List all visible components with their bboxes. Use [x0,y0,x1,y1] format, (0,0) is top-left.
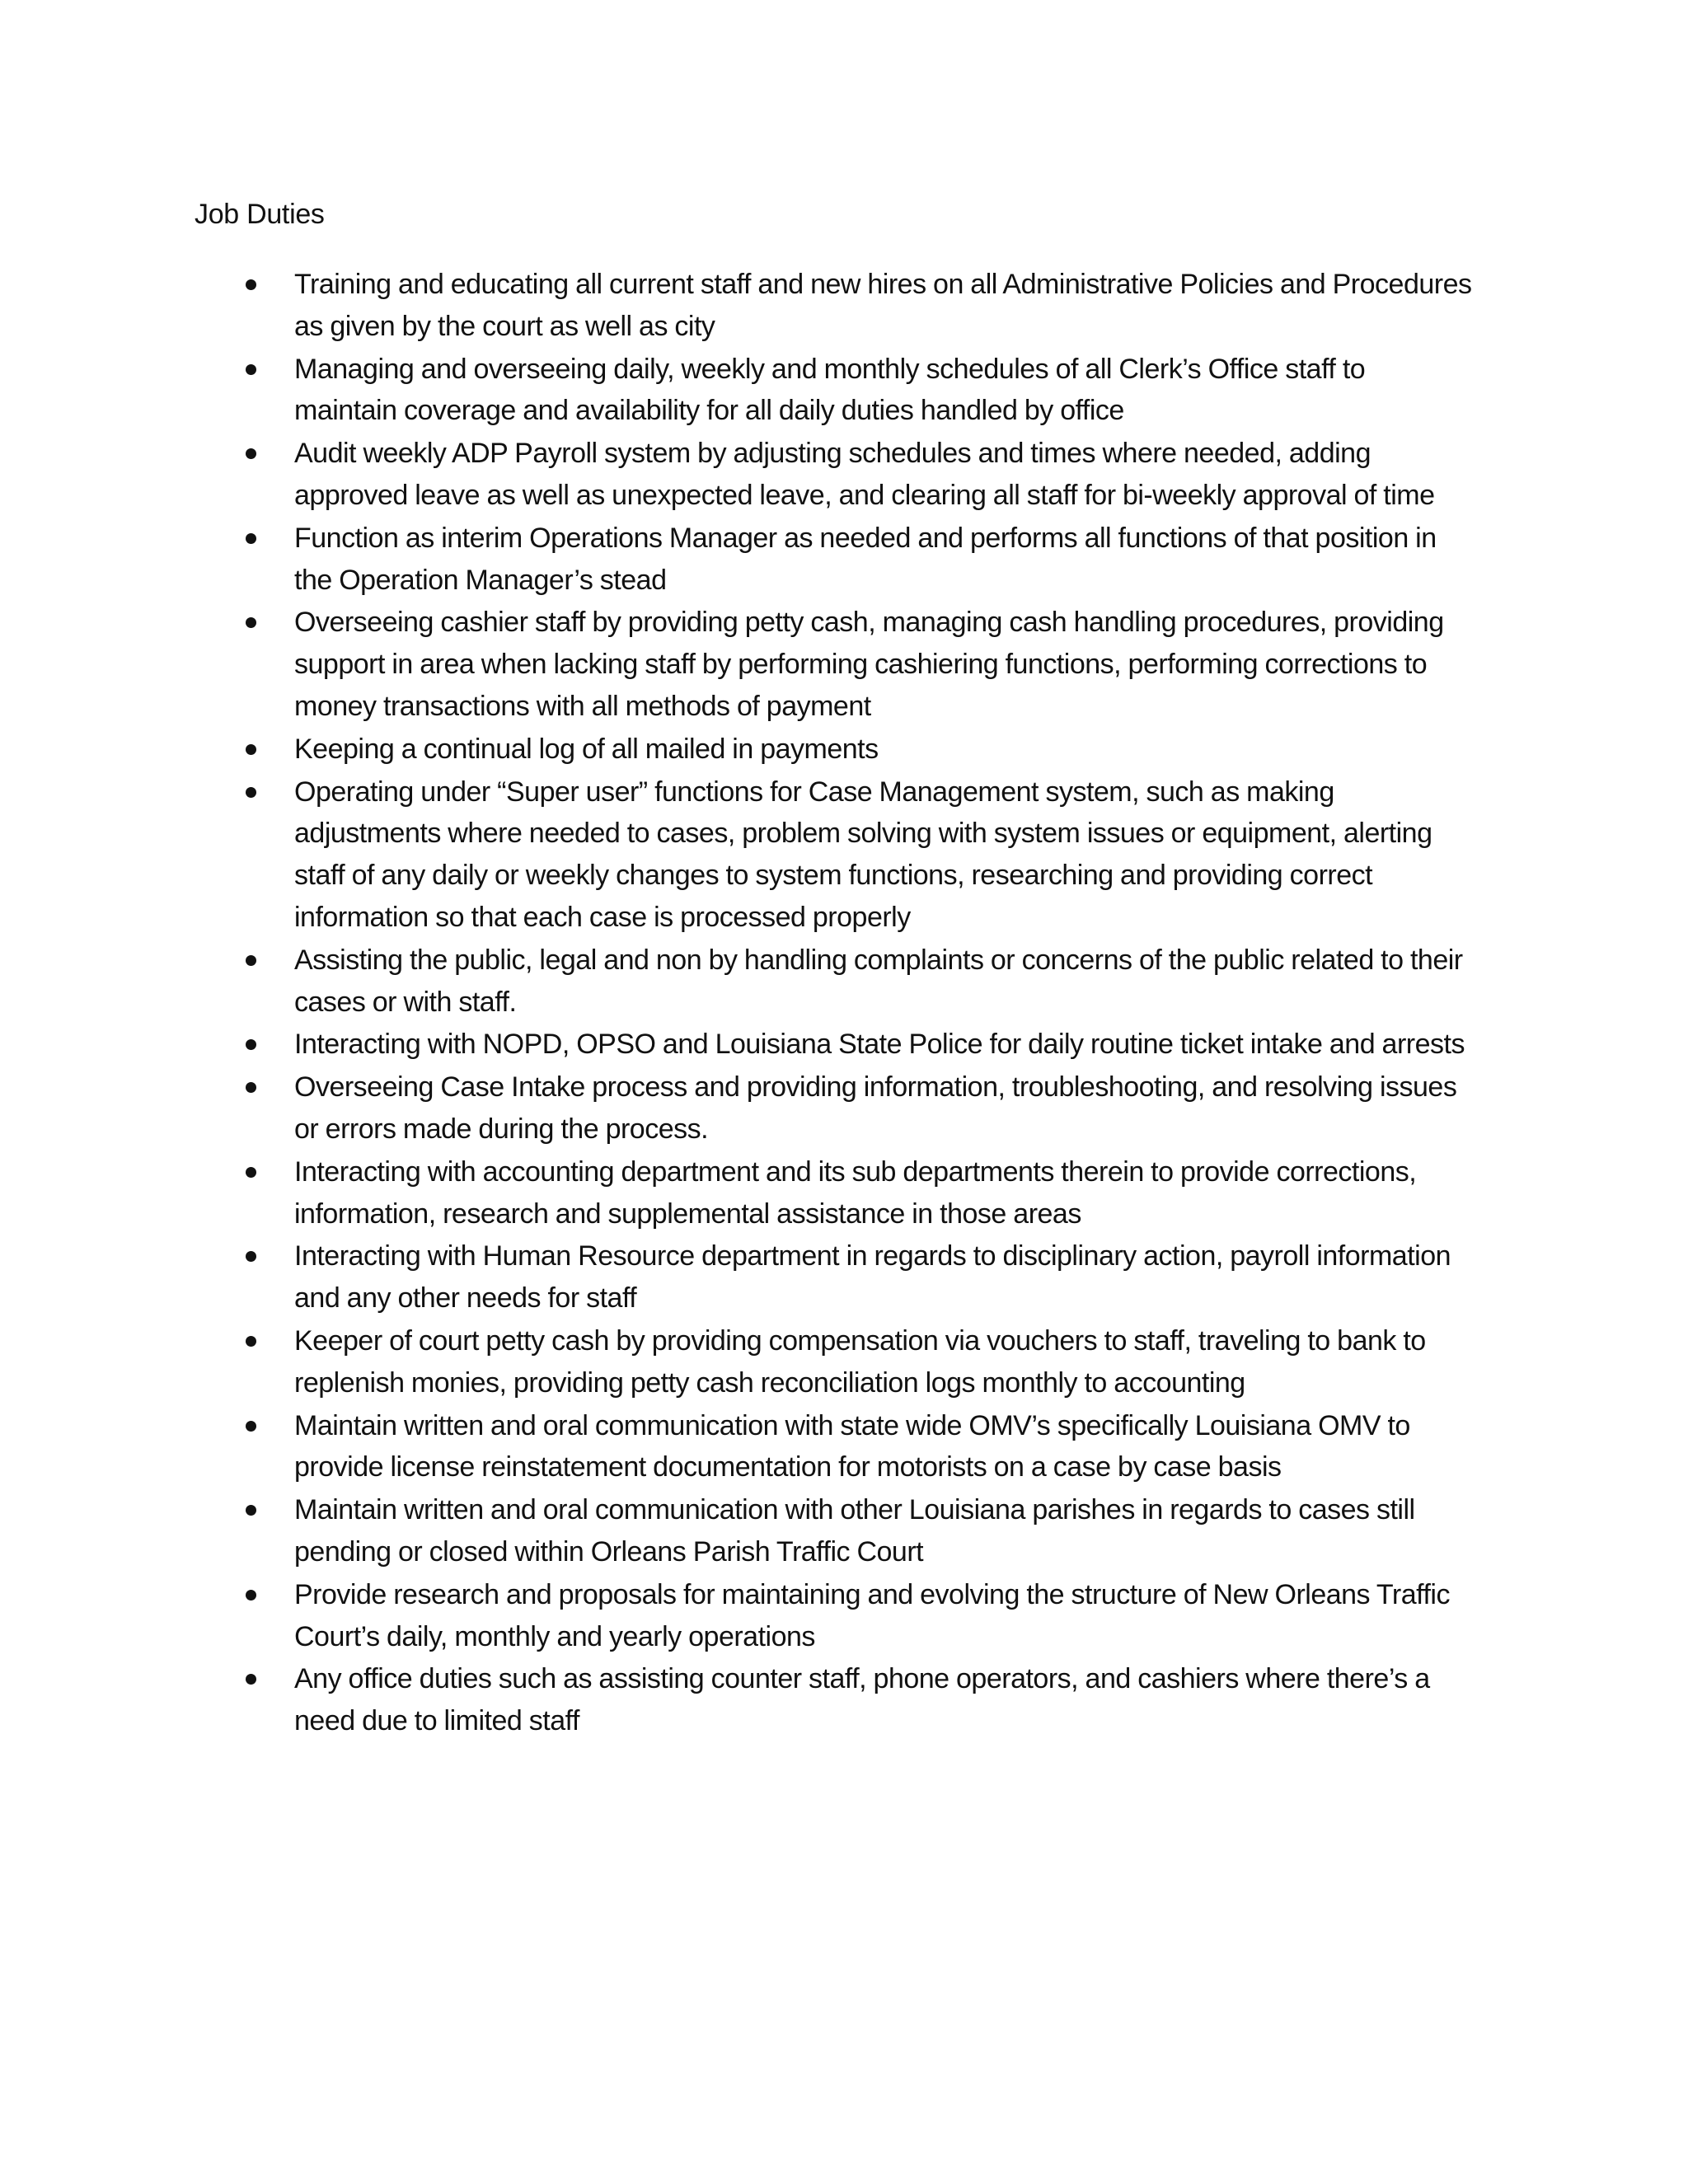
bullet-icon [246,1082,256,1093]
bullet-icon [246,364,256,375]
list-item [0,940,1688,1024]
list-item [0,1151,1688,1235]
bullet-icon [246,533,256,544]
list-item [0,1235,1688,1319]
duty-text: Overseeing Case Intake process and providing information, troubleshooting, and resolving issues or errors made during the process. [294,1071,1457,1145]
list-item [0,771,1688,939]
duty-text: Audit weekly ADP Payroll system by adjusting schedules and times where needed, adding approved leave as well as unexpected leave, and clearing all staff for bi-weekly approval of time [294,438,1435,511]
list-item [0,1658,1688,1742]
bullet-icon [246,1674,256,1685]
list-item [0,349,1688,433]
bullet-icon [246,1167,256,1178]
duty-text: Interacting with accounting department and its sub departments therein to provide corrections, information, research and supplemental assistance in those areas [294,1155,1417,1230]
bullet-icon [246,1336,256,1347]
duty-text: Any office duties such as assisting counter staff, phone operators, and cashiers where there’s a need due to limited staff [294,1663,1430,1737]
list-item [0,1489,1688,1573]
duty-text: Interacting with NOPD, OPSO and Louisiana State Police for daily routine ticket intake and arrests [294,1029,1465,1061]
bullet-icon [246,448,256,459]
duty-text: Keeper of court petty cash by providing compensation via vouchers to staff, traveling to bank to replenish monies, providing petty cash reconciliation logs monthly to accounting [294,1324,1426,1399]
list-item [0,433,1688,517]
bullet-icon [246,744,256,755]
duty-text: Operating under “Super user” functions for Case Management system, such as making adjustments where needed to cases, problem solving with system issues or equipment, alerting staff of any daily or weekly changes to system functions, researching and providing correct information so that each case is processed properly [294,776,1432,933]
bullet-icon [246,617,256,628]
page-title: Job Duties [195,199,325,230]
bullet-icon [246,279,256,290]
list-item [0,1405,1688,1489]
bullet-icon [246,955,256,966]
list-item [0,1574,1688,1658]
duty-text: Overseeing cashier staff by providing petty cash, managing cash handling procedures, providing support in area when lacking staff by performing cashiering functions, performing corrections to money transactions with all methods of payment [294,607,1444,722]
list-item [0,1066,1688,1151]
duty-text: Function as interim Operations Manager as needed and performs all functions of that position in the Operation Manager’s stead [294,522,1437,596]
bullet-icon [246,1251,256,1262]
duty-text: Assisting the public, legal and non by handling complaints or concerns of the public related to their cases or with staff. [294,944,1463,1018]
list-item [0,1320,1688,1404]
bullet-icon [246,1505,256,1516]
list-item [0,729,1688,771]
duty-text: Provide research and proposals for maintaining and evolving the structure of New Orleans Traffic Court’s daily, monthly and yearly operations [294,1578,1450,1652]
duty-text: Maintain written and oral communication with state wide OMV’s specifically Louisiana OMV to provide license reinstatement documentation for motorists on a case by case basis [294,1409,1410,1483]
duty-text: Interacting with Human Resource department in regards to disciplinary action, payroll information and any other needs for staff [294,1240,1451,1315]
bullet-icon [246,1421,256,1432]
bullet-icon [246,787,256,798]
list-item [0,602,1688,727]
list-item [0,264,1688,348]
list-item [0,518,1688,602]
duty-text: Keeping a continual log of all mailed in payments [294,733,879,765]
bullet-icon [246,1039,256,1050]
job-duties-list [0,264,1688,1743]
duty-text: Managing and overseeing daily, weekly and monthly schedules of all Clerk’s Office staff to maintain coverage and availability for all daily duties handled by office [294,353,1366,427]
duty-text: Training and educating all current staff and new hires on all Administrative Policies and Procedures as given by the court as well as city [294,269,1472,342]
duty-text: Maintain written and oral communication with other Louisiana parishes in regards to cases still pending or closed within Orleans Parish Traffic Court [294,1494,1415,1568]
bullet-icon [246,1590,256,1601]
list-item [0,1024,1688,1066]
